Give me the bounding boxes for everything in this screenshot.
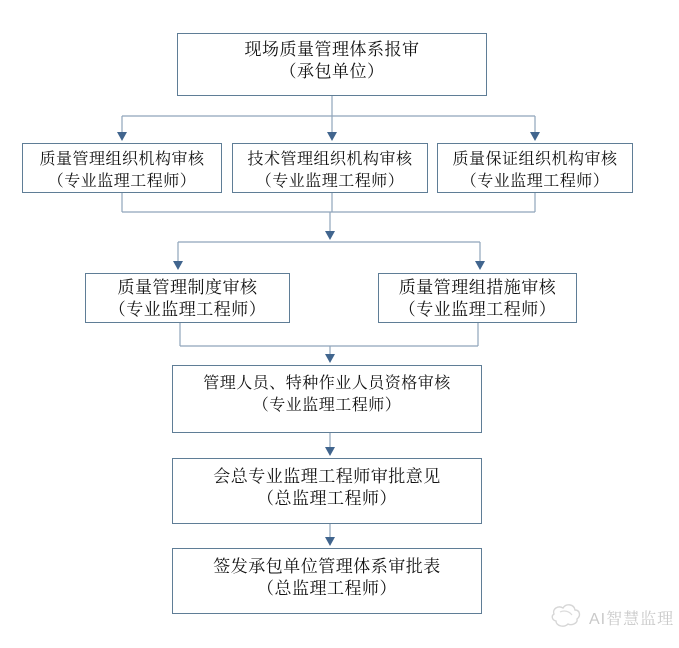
node-chief-engineer-opinion-summary bbox=[172, 458, 482, 524]
arrowhead-icon bbox=[327, 132, 337, 141]
node-role: （专业监理工程师） bbox=[255, 173, 405, 190]
node-role: （承包单位） bbox=[279, 62, 385, 81]
watermark-label: AI智慧监理 bbox=[589, 610, 675, 628]
connector-row4-to-row5 bbox=[325, 433, 335, 456]
node-title: 质量管理组措施审核 bbox=[398, 278, 557, 297]
node-title: 现场质量管理体系报审 bbox=[244, 40, 420, 59]
node-role: （专业监理工程师） bbox=[398, 300, 557, 319]
node-role: （总监理工程师） bbox=[257, 489, 397, 508]
node-role: （专业监理工程师） bbox=[252, 397, 402, 414]
node-title: 技术管理组织机构审核 bbox=[247, 151, 413, 168]
node-title: 质量保证组织机构审核 bbox=[452, 151, 618, 168]
node-title: 质量管理组织机构审核 bbox=[39, 151, 205, 168]
node-personnel-qualification-review bbox=[172, 365, 482, 433]
node-tech-mgmt-org-review bbox=[232, 143, 428, 193]
arrowhead-icon bbox=[117, 132, 127, 141]
connector-row3-to-row4 bbox=[180, 323, 478, 363]
node-quality-mgmt-system-review bbox=[85, 273, 290, 323]
node-quality-assurance-org-review bbox=[437, 143, 633, 193]
arrowhead-icon bbox=[325, 537, 335, 546]
arrowhead-icon bbox=[325, 354, 335, 363]
dove-logo-icon bbox=[550, 602, 584, 632]
watermark bbox=[550, 602, 674, 632]
node-role: （专业监理工程师） bbox=[108, 300, 267, 319]
connector-row2-to-row3 bbox=[122, 193, 535, 270]
node-title: 管理人员、特种作业人员资格审核 bbox=[203, 375, 451, 392]
node-role: （专业监理工程师） bbox=[47, 173, 197, 190]
node-role: （专业监理工程师） bbox=[460, 173, 610, 190]
arrowhead-icon bbox=[325, 231, 335, 240]
arrowhead-icon bbox=[325, 447, 335, 456]
node-title: 质量管理制度审核 bbox=[117, 278, 258, 297]
node-site-quality-system-submission bbox=[177, 33, 487, 96]
node-title: 会总专业监理工程师审批意见 bbox=[213, 467, 441, 486]
connector-start-to-row2 bbox=[117, 96, 540, 141]
node-quality-mgmt-measures-review bbox=[378, 273, 577, 323]
connector-row5-to-row6 bbox=[325, 524, 335, 546]
node-title: 签发承包单位管理体系审批表 bbox=[213, 557, 441, 576]
arrowhead-icon bbox=[530, 132, 540, 141]
node-issue-approval-form bbox=[172, 548, 482, 614]
node-quality-mgmt-org-review bbox=[22, 143, 222, 193]
arrowhead-icon bbox=[173, 261, 183, 270]
node-role: （总监理工程师） bbox=[257, 579, 397, 598]
arrowhead-icon bbox=[475, 261, 485, 270]
